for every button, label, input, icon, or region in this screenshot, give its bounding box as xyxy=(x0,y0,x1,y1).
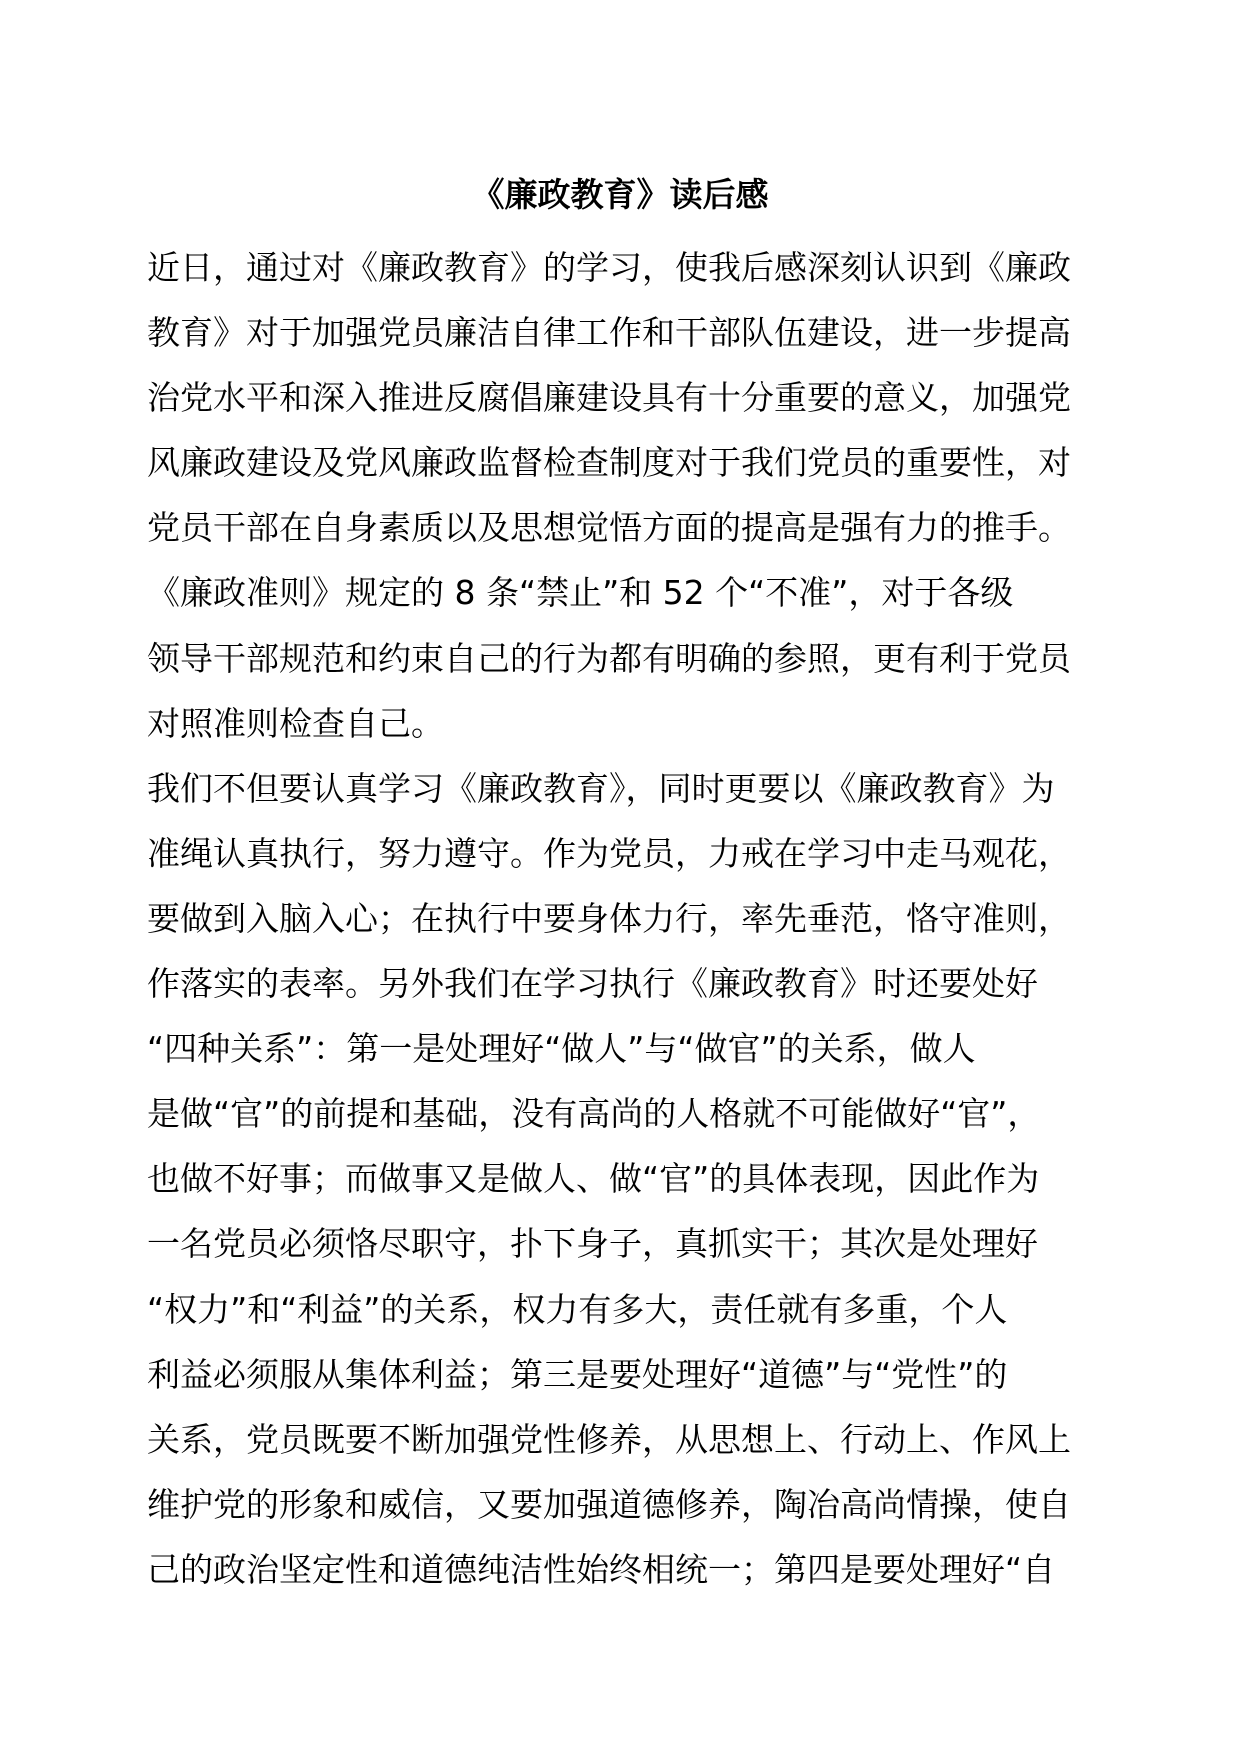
text-line: 我们不但要认真学习《廉政教育》，同时更要以《廉政教育》为 xyxy=(147,768,1055,808)
text-line: “四种关系”：第一是处理好“做人”与“做官”的关系，做人 xyxy=(147,1029,976,1069)
text-line: 维护党的形象和威信，又要加强道德修养，陶冶高尚情操，使自 xyxy=(147,1484,1071,1524)
text-line: 关系，党员既要不断加强党性修养，从思想上、行动上、作风上 xyxy=(147,1419,1071,1459)
text-line: 近日，通过对《廉政教育》的学习，使我后感深刻认识到《廉政 xyxy=(147,248,1071,287)
document-body xyxy=(147,235,1107,1602)
text-line: 准绳认真执行，努力遵守。作为党员，力戒在学习中走马观花， xyxy=(147,833,1071,873)
text-line: 是做“官”的前提和基础，没有高尚的人格就不可能做好“官”， xyxy=(147,1094,1041,1134)
text-line: 己的政治坚定性和道德纯洁性始终相统一；第四是要处理好“自 xyxy=(147,1549,1056,1589)
document-title: 《廉政教育》读后感 xyxy=(471,175,769,214)
text-line: 要做到入脑入心；在执行中要身体力行，率先垂范，恪守准则， xyxy=(147,898,1071,938)
text-line: 作落实的表率。另外我们在学习执行《廉政教育》时还要处好 xyxy=(147,964,1038,1004)
text-line: 领导干部规范和约束自己的行为都有明确的参照，更有利于党员 xyxy=(147,638,1071,678)
text-line: 《廉政准则》规定的 8 条“禁止”和 52 个“不准”，对于各级 xyxy=(147,573,1014,613)
text-line: 一名党员必须恪尽职守，扑下身子，真抓实干；其次是处理好 xyxy=(147,1224,1038,1264)
text-line: 利益必须服从集体利益；第三是要处理好“道德”与“党性”的 xyxy=(147,1354,1008,1394)
text-line: 教育》对于加强党员廉洁自律工作和干部队伍建设，进一步提高 xyxy=(147,313,1071,353)
text-line: 对照准则检查自己。 xyxy=(147,703,444,743)
text-line: “权力”和“利益”的关系，权力有多大，责任就有多重，个人 xyxy=(147,1289,1008,1329)
text-line: 党员干部在自身素质以及思想觉悟方面的提高是强有力的推手。 xyxy=(147,508,1071,548)
text-line: 治党水平和深入推进反腐倡廉建设具有十分重要的意义，加强党 xyxy=(147,378,1071,418)
text-line: 也做不好事；而做事又是做人、做“官”的具体表现，因此作为 xyxy=(147,1159,1040,1199)
text-line: 风廉政建设及党风廉政监督检查制度对于我们党员的重要性，对 xyxy=(147,443,1071,483)
